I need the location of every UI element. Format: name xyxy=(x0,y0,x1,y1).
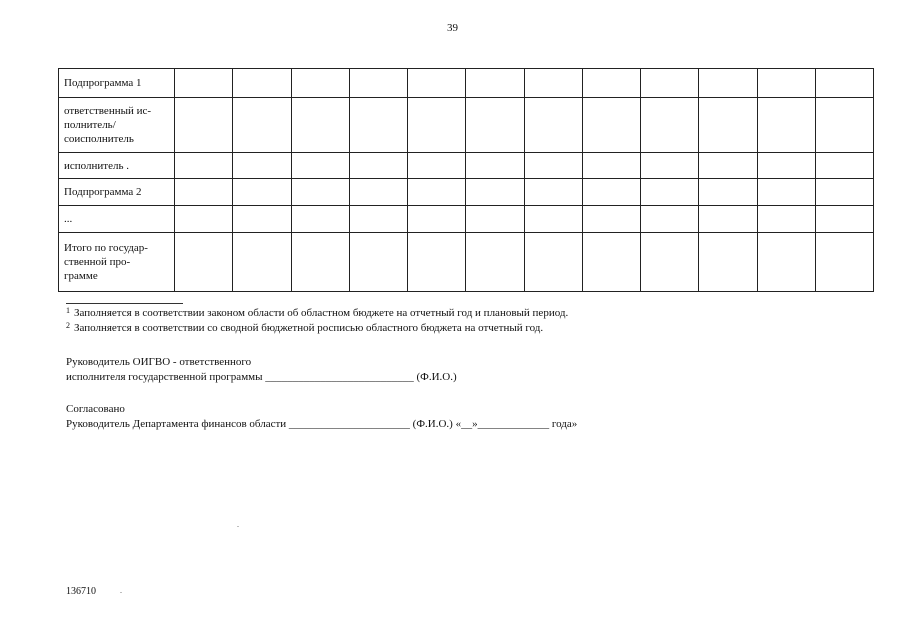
table-cell xyxy=(233,206,291,233)
table-cell xyxy=(233,233,291,292)
table-cell xyxy=(699,69,757,98)
table-cell xyxy=(175,98,233,153)
table-cell xyxy=(175,206,233,233)
page-number: 39 xyxy=(447,22,458,34)
table-cell xyxy=(291,233,349,292)
table-cell xyxy=(582,233,640,292)
table-cell xyxy=(408,98,466,153)
table-cell xyxy=(641,98,699,153)
table-cell xyxy=(175,69,233,98)
table-cell xyxy=(175,179,233,206)
footnote-text: Заполняется в соответствии законом области об областном бюджете на отчетный год и плановый период. xyxy=(74,307,569,319)
table-cell xyxy=(524,179,582,206)
table-cell xyxy=(349,69,407,98)
table-cell xyxy=(291,206,349,233)
table-cell xyxy=(582,69,640,98)
table-cell xyxy=(175,233,233,292)
table-cell xyxy=(757,98,815,153)
table-row xyxy=(59,233,874,292)
table-cell xyxy=(233,179,291,206)
table-row xyxy=(59,179,874,206)
table-row xyxy=(59,69,874,98)
footnote-rule xyxy=(66,303,183,304)
footnote-mark: 2 xyxy=(66,321,70,330)
table-cell xyxy=(641,69,699,98)
table-cell xyxy=(524,69,582,98)
table-cell xyxy=(757,233,815,292)
footnote-1 xyxy=(66,306,568,321)
table-cell xyxy=(349,179,407,206)
table-cell xyxy=(349,206,407,233)
table-cell xyxy=(582,98,640,153)
table-cell xyxy=(757,206,815,233)
table-cell xyxy=(815,179,873,206)
table-cell xyxy=(408,233,466,292)
table-cell xyxy=(524,206,582,233)
table-cell xyxy=(524,98,582,153)
table-cell xyxy=(408,69,466,98)
table-cell xyxy=(466,69,524,98)
footnote-text: Заполняется в соответствии со сводной бюджетной росписью областного бюджета на отчетный год. xyxy=(74,322,544,334)
row-label: Итого по государ- ственной про- грамме xyxy=(59,233,175,292)
table-cell xyxy=(699,179,757,206)
table-cell xyxy=(582,179,640,206)
footnotes xyxy=(66,306,568,336)
table-cell xyxy=(408,153,466,179)
row-label: исполнитель . xyxy=(59,153,175,179)
table-cell xyxy=(291,179,349,206)
table-cell xyxy=(466,233,524,292)
document-code: 136710 xyxy=(66,586,96,597)
table-cell xyxy=(641,153,699,179)
scan-speck: . xyxy=(237,520,239,529)
table-cell xyxy=(699,233,757,292)
table-cell xyxy=(641,206,699,233)
table-cell xyxy=(466,153,524,179)
table-cell xyxy=(815,69,873,98)
table-cell xyxy=(815,233,873,292)
table-cell xyxy=(524,233,582,292)
table-cell xyxy=(349,233,407,292)
table-cell xyxy=(815,206,873,233)
row-label: Подпрограмма 1 xyxy=(59,69,175,98)
table-cell xyxy=(175,153,233,179)
table-cell xyxy=(233,69,291,98)
table-cell xyxy=(757,69,815,98)
row-label: Подпрограмма 2 xyxy=(59,179,175,206)
table-cell xyxy=(757,153,815,179)
table-cell xyxy=(291,153,349,179)
table-cell xyxy=(699,206,757,233)
scan-speck: . xyxy=(120,586,122,595)
table-cell xyxy=(641,233,699,292)
table-cell xyxy=(466,179,524,206)
table-cell xyxy=(233,98,291,153)
table-cell xyxy=(699,153,757,179)
table-cell xyxy=(815,98,873,153)
footnote-mark: 1 xyxy=(66,306,70,315)
table-cell xyxy=(291,98,349,153)
table-cell xyxy=(408,179,466,206)
row-label: ... xyxy=(59,206,175,233)
row-label: ответственный ис- полнитель/ соисполнитель xyxy=(59,98,175,153)
table-cell xyxy=(582,153,640,179)
table-cell xyxy=(233,153,291,179)
table-cell xyxy=(641,179,699,206)
table-cell xyxy=(699,98,757,153)
budget-table xyxy=(58,68,874,292)
table-cell xyxy=(524,153,582,179)
table-row xyxy=(59,153,874,179)
table-cell xyxy=(466,98,524,153)
head-signature-line1: Руководитель ОИГВО - ответственного xyxy=(66,356,252,368)
table-cell xyxy=(466,206,524,233)
head-signature-line2: исполнителя государственной программы ___________________________ (Ф.И.О.) xyxy=(66,371,457,383)
table-cell xyxy=(815,153,873,179)
table-cell xyxy=(408,206,466,233)
finance-signature-line: Руководитель Департамента финансов области ______________________ (Ф.И.О.) «__»_____________ года» xyxy=(66,418,578,430)
table-cell xyxy=(291,69,349,98)
table-cell xyxy=(582,206,640,233)
footnote-2 xyxy=(66,321,568,336)
table-row xyxy=(59,98,874,153)
table-cell xyxy=(349,153,407,179)
agreed-label: Согласовано xyxy=(66,403,125,415)
table-row xyxy=(59,206,874,233)
table-cell xyxy=(349,98,407,153)
table-cell xyxy=(757,179,815,206)
